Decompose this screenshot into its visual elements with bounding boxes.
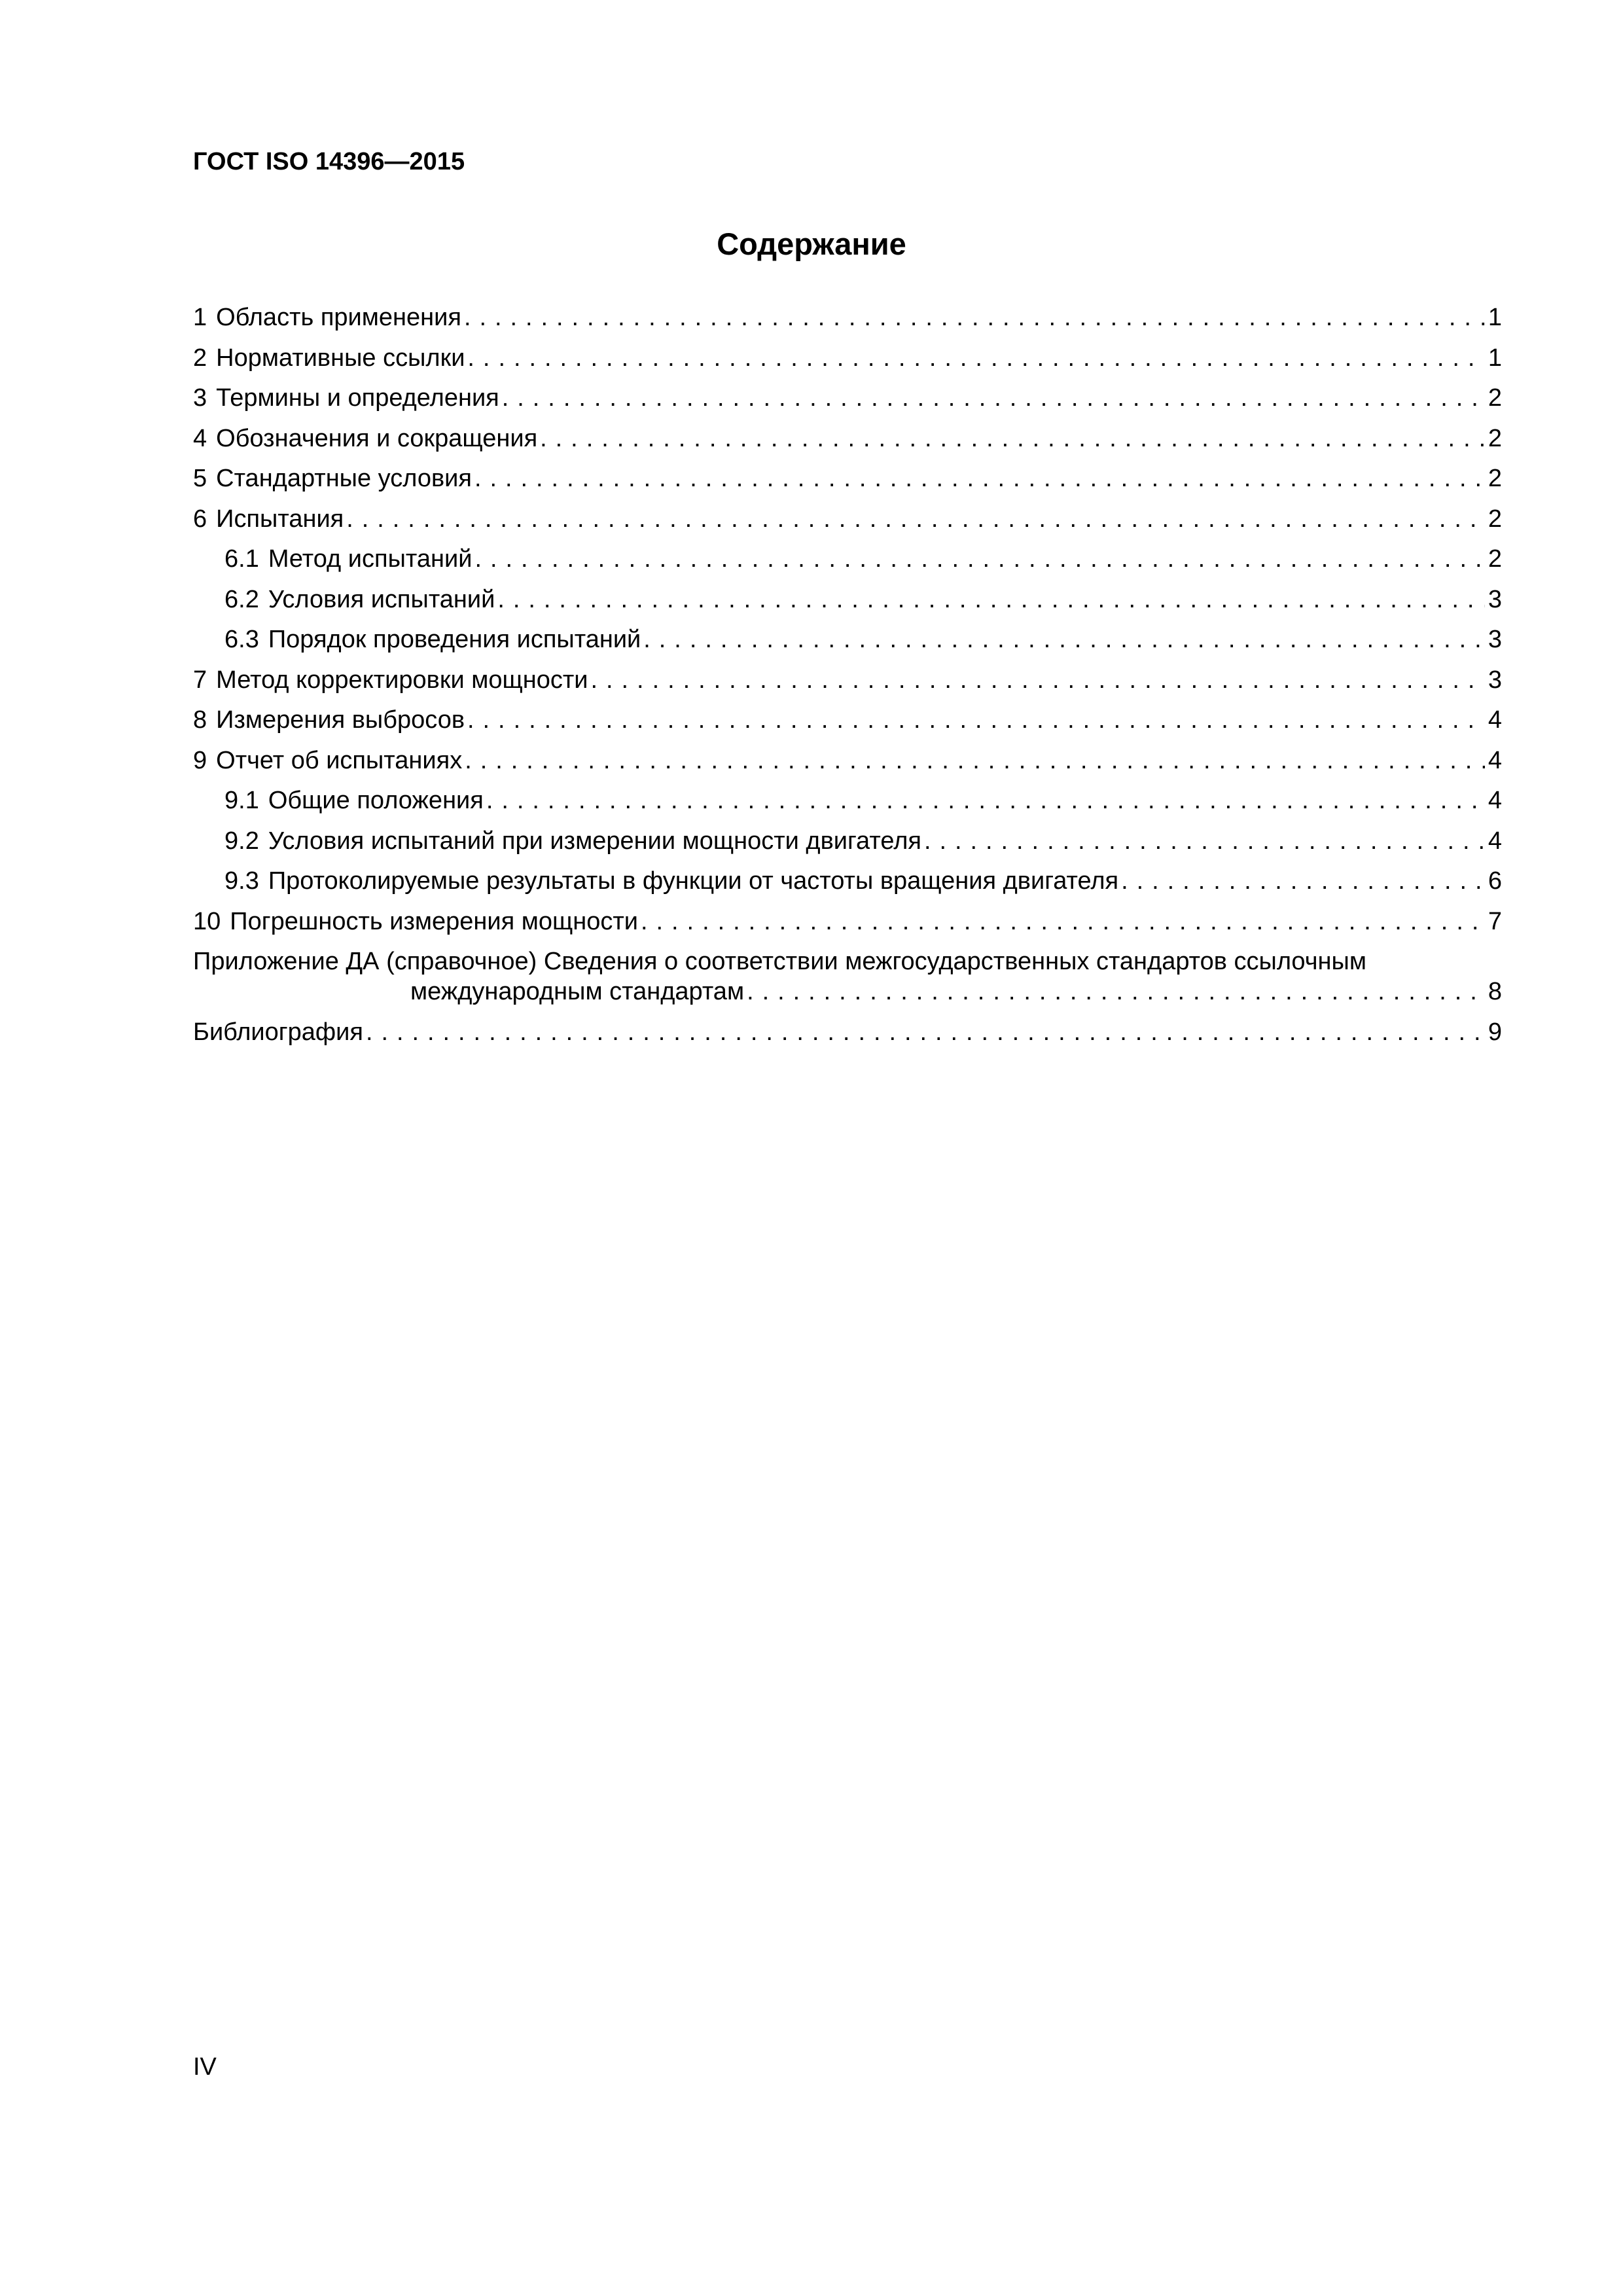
toc-entry-label: Испытания bbox=[216, 505, 344, 533]
dot-leader bbox=[1121, 866, 1485, 896]
toc-entry-3[interactable] bbox=[193, 383, 1502, 423]
dot-leader bbox=[591, 665, 1485, 695]
toc-entry-2[interactable] bbox=[193, 343, 1502, 384]
toc-entry-number: 7 bbox=[193, 666, 207, 694]
toc-entry-label: Условия испытаний bbox=[268, 585, 495, 613]
page-title: Содержание bbox=[717, 226, 906, 261]
toc-entry-label: Обозначения и сокращения bbox=[216, 424, 538, 452]
toc-entry-label: Нормативные ссылки bbox=[216, 344, 465, 372]
toc-entry-page: 3 bbox=[1488, 626, 1502, 653]
toc-entry-8[interactable] bbox=[193, 705, 1502, 745]
toc-entry-page: 4 bbox=[1488, 706, 1502, 734]
toc-entry-page: 2 bbox=[1488, 545, 1502, 573]
table-of-contents bbox=[193, 302, 1502, 1058]
toc-entry-label: Область применения bbox=[216, 304, 461, 331]
toc-entry-number: 9.2 bbox=[224, 827, 259, 855]
toc-entry-number: 3 bbox=[193, 384, 207, 412]
toc-entry-page: 4 bbox=[1488, 827, 1502, 855]
toc-entry-7[interactable] bbox=[193, 665, 1502, 706]
toc-entry-page: 9 bbox=[1488, 1018, 1502, 1046]
toc-entry-label: Приложение ДА (справочное) Сведения о соответствии межгосударственных стандартов ссылочным bbox=[193, 948, 1366, 975]
toc-entry-label-continuation: международным стандартам bbox=[410, 978, 745, 1005]
toc-entry-page: 3 bbox=[1488, 585, 1502, 613]
toc-entry-number: 9.3 bbox=[224, 867, 259, 895]
toc-entry-4[interactable] bbox=[193, 423, 1502, 464]
dot-leader bbox=[643, 624, 1485, 655]
toc-entry-page: 1 bbox=[1488, 344, 1502, 372]
toc-entry-page: 2 bbox=[1488, 384, 1502, 412]
toc-entry-number: 9.1 bbox=[224, 787, 259, 814]
dot-leader bbox=[366, 1017, 1485, 1047]
dot-leader bbox=[497, 584, 1485, 615]
toc-entry-number: 6 bbox=[193, 505, 207, 533]
page-number: IV bbox=[193, 2053, 217, 2081]
toc-entry-6[interactable] bbox=[193, 504, 1502, 545]
toc-entry-page: 7 bbox=[1488, 907, 1502, 935]
toc-entry-number: 8 bbox=[193, 706, 207, 734]
toc-entry-number: 6.1 bbox=[224, 545, 259, 573]
dot-leader bbox=[467, 343, 1485, 373]
toc-entry-number: 6.3 bbox=[224, 626, 259, 653]
toc-entry-appendix-da[interactable] bbox=[193, 946, 1502, 1017]
toc-entry-number: 2 bbox=[193, 344, 207, 372]
toc-entry-number: 1 bbox=[193, 304, 207, 331]
toc-entry-page: 2 bbox=[1488, 465, 1502, 492]
toc-entry-page: 6 bbox=[1488, 867, 1502, 895]
toc-entry-number: 5 bbox=[193, 465, 207, 492]
toc-entry-bibliography[interactable] bbox=[193, 1017, 1502, 1058]
toc-entry-9-1[interactable] bbox=[193, 785, 1502, 826]
dot-leader bbox=[474, 463, 1485, 493]
dot-leader bbox=[467, 705, 1485, 735]
toc-entry-9[interactable] bbox=[193, 745, 1502, 786]
toc-entry-1[interactable] bbox=[193, 302, 1502, 343]
dot-leader bbox=[924, 826, 1485, 856]
toc-entry-page: 3 bbox=[1488, 666, 1502, 694]
toc-entry-page: 2 bbox=[1488, 505, 1502, 533]
toc-entry-6-2[interactable] bbox=[193, 584, 1502, 625]
toc-entry-10[interactable] bbox=[193, 906, 1502, 947]
toc-entry-label: Метод корректировки мощности bbox=[216, 666, 588, 694]
toc-entry-page: 4 bbox=[1488, 787, 1502, 814]
toc-entry-5[interactable] bbox=[193, 463, 1502, 504]
dot-leader bbox=[465, 745, 1485, 776]
dot-leader bbox=[346, 504, 1485, 534]
toc-entry-9-2[interactable] bbox=[193, 826, 1502, 867]
toc-entry-9-3[interactable] bbox=[193, 866, 1502, 906]
toc-entry-page: 1 bbox=[1488, 304, 1502, 331]
toc-entry-number: 9 bbox=[193, 746, 207, 774]
toc-entry-label: Термины и определения bbox=[216, 384, 499, 412]
toc-entry-label: Протоколируемые результаты в функции от частоты вращения двигателя bbox=[268, 867, 1119, 895]
toc-entry-6-3[interactable] bbox=[193, 624, 1502, 665]
dot-leader bbox=[486, 785, 1485, 816]
toc-entry-number: 10 bbox=[193, 907, 221, 935]
toc-entry-label: Общие положения bbox=[268, 787, 484, 814]
toc-entry-label: Погрешность измерения мощности bbox=[230, 907, 639, 935]
toc-entry-label: Порядок проведения испытаний bbox=[268, 626, 641, 653]
toc-entry-label: Библиография bbox=[193, 1018, 363, 1046]
toc-entry-label: Метод испытаний bbox=[268, 545, 473, 573]
toc-entry-page: 8 bbox=[1488, 978, 1502, 1005]
dot-leader bbox=[641, 906, 1485, 937]
toc-entry-label: Отчет об испытаниях bbox=[216, 746, 463, 774]
toc-entry-page: 4 bbox=[1488, 746, 1502, 774]
toc-entry-label: Стандартные условия bbox=[216, 465, 472, 492]
dot-leader bbox=[540, 423, 1485, 454]
dot-leader bbox=[464, 302, 1485, 332]
document-header: ГОСТ ISO 14396—2015 bbox=[193, 148, 465, 175]
toc-entry-label: Измерения выбросов bbox=[216, 706, 465, 734]
toc-entry-label: Условия испытаний при измерении мощности двигателя bbox=[268, 827, 921, 855]
toc-entry-number: 6.2 bbox=[224, 585, 259, 613]
dot-leader bbox=[502, 383, 1485, 413]
toc-entry-number: 4 bbox=[193, 424, 207, 452]
toc-entry-6-1[interactable] bbox=[193, 544, 1502, 584]
dot-leader bbox=[474, 544, 1485, 574]
toc-entry-page: 2 bbox=[1488, 424, 1502, 452]
dot-leader bbox=[747, 977, 1485, 1007]
